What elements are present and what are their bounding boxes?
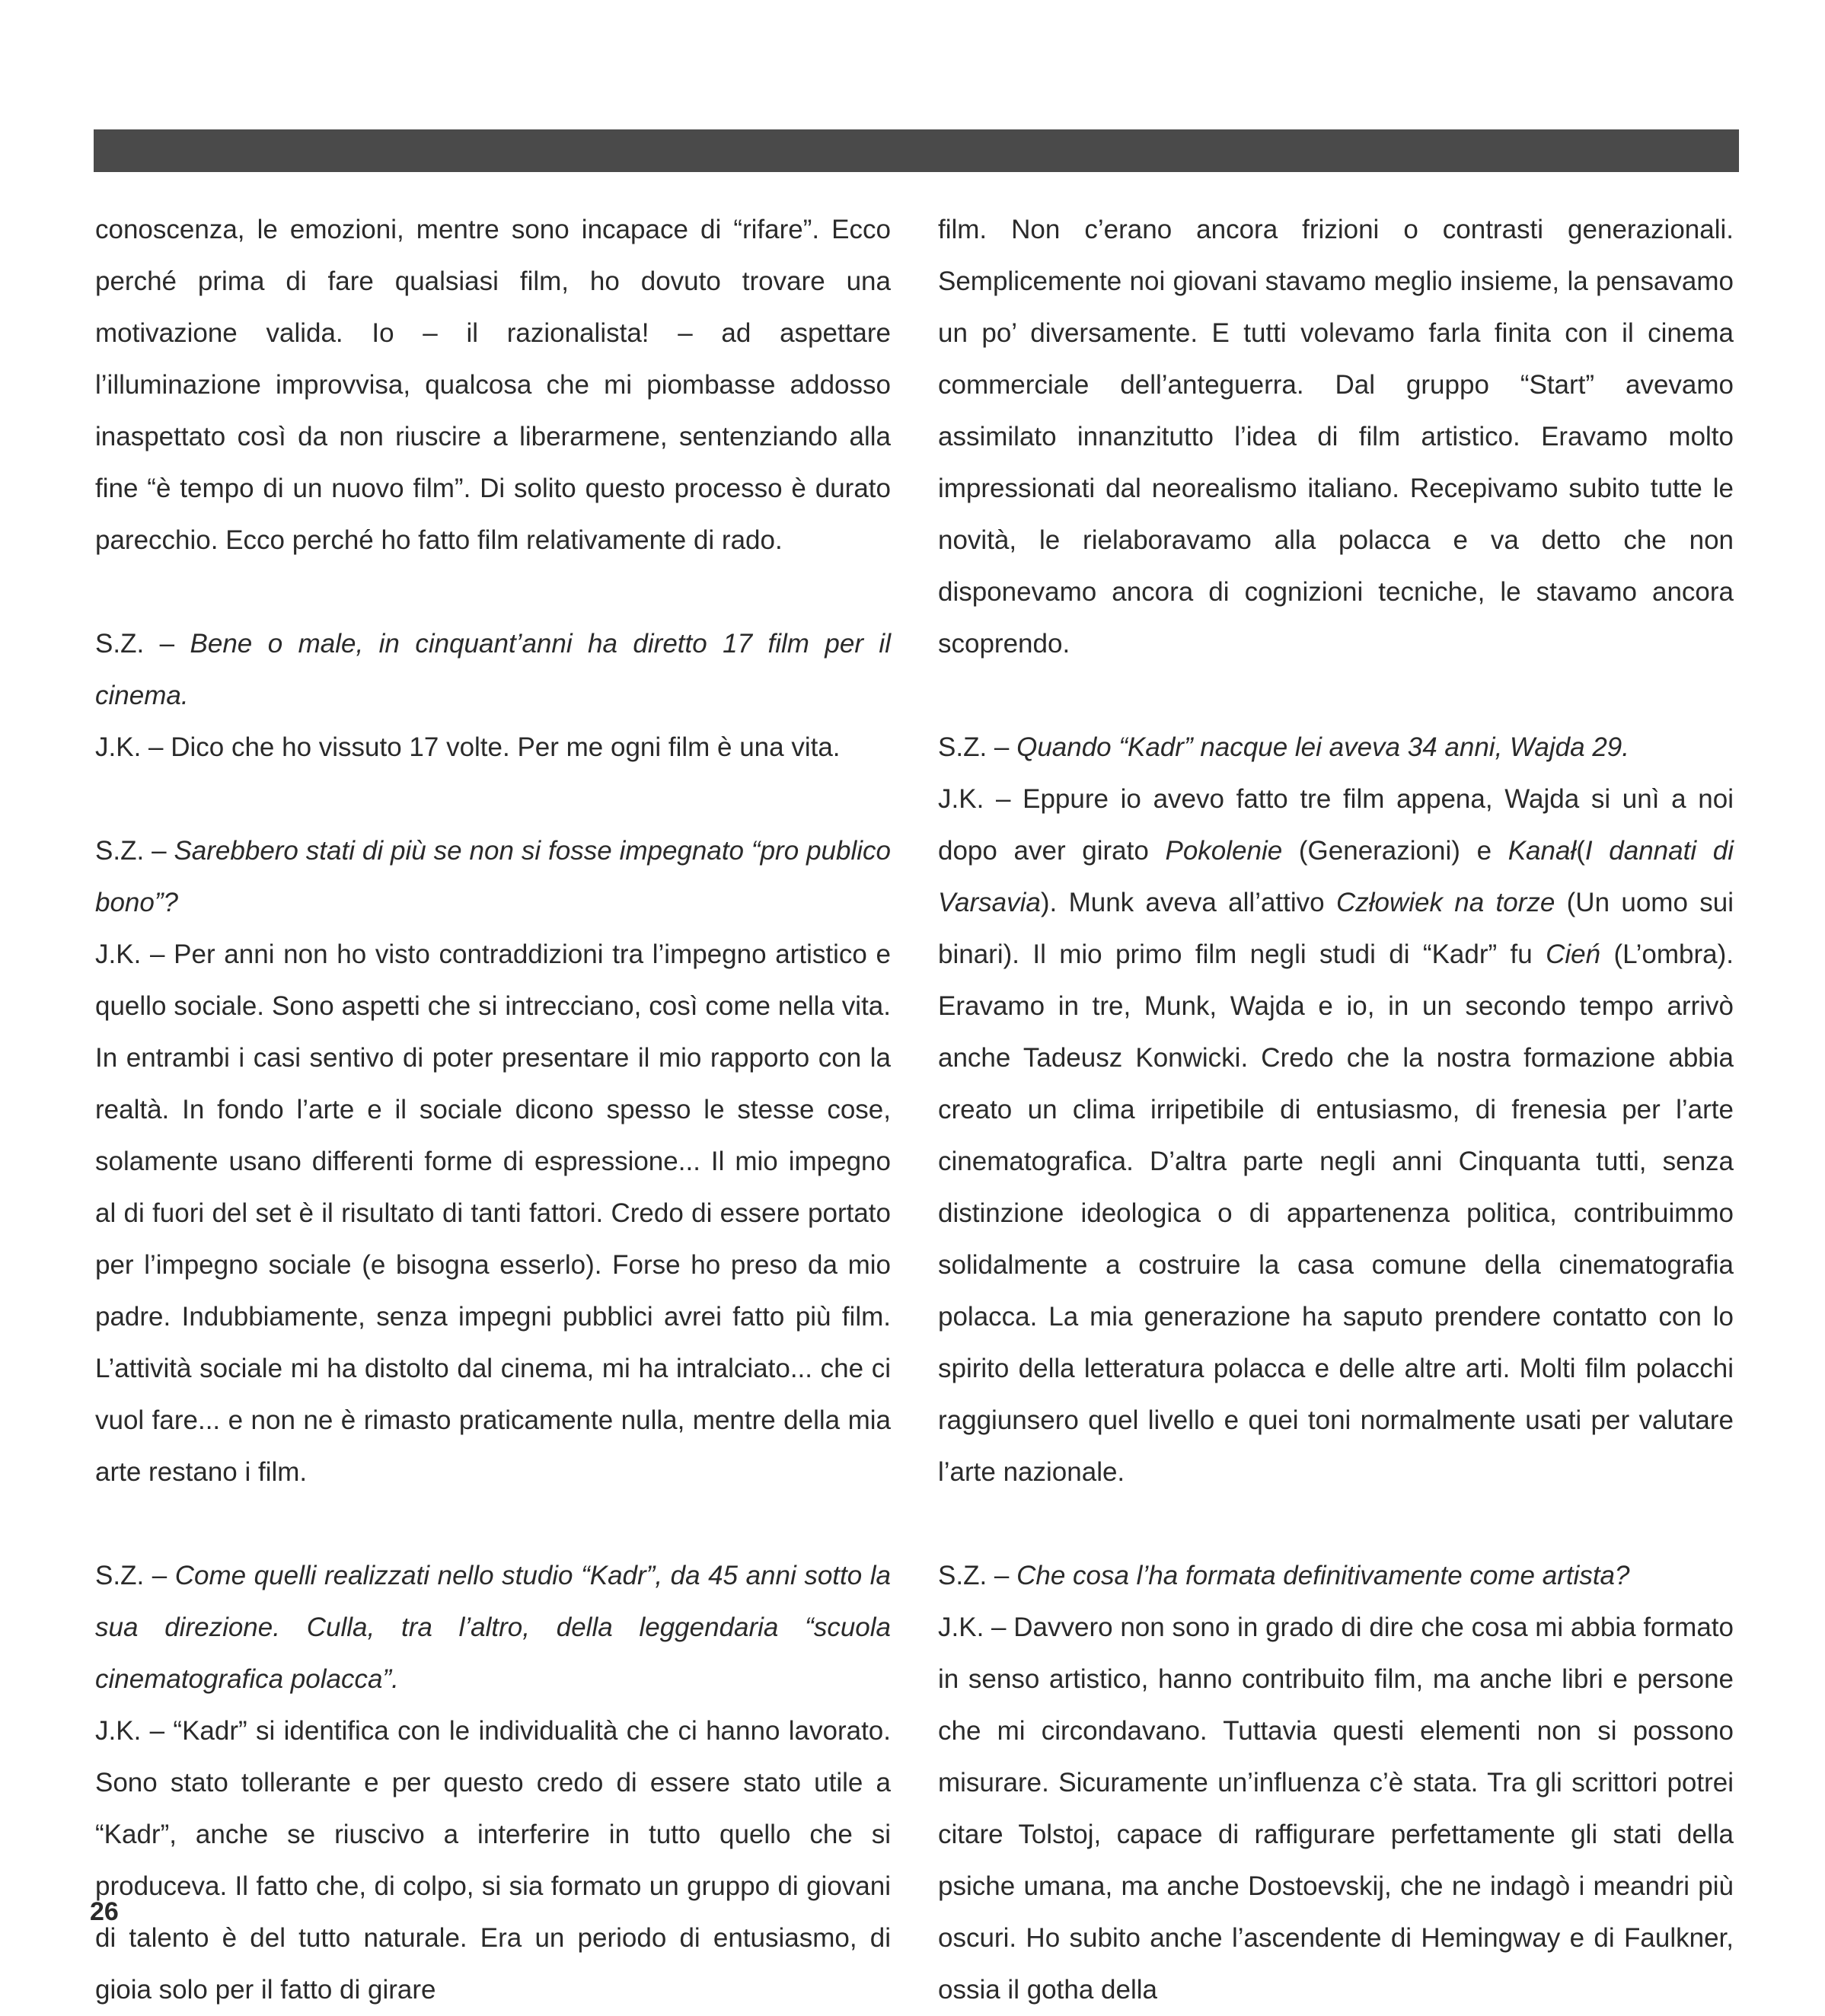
question-text: Che cosa l’ha formata definitivamente come artista? xyxy=(1016,1561,1630,1590)
question-text: Sarebbero stati di più se non si fosse impegnato “pro publico bono”? xyxy=(95,836,891,917)
answer xyxy=(938,774,1734,1498)
question xyxy=(938,722,1734,774)
left-column xyxy=(95,204,891,2016)
question-text: Come quelli realizzati nello studio “Kadr”, da 45 anni sotto la sua direzione. Culla, tra l’altro, della leggendaria “scuola cinematografica polacca”. xyxy=(95,1561,891,1694)
paragraph: film. Non c’erano ancora frizioni o contrasti generazionali. Semplicemente noi giovani stavamo meglio insieme, la pensavamo un po’ diversamente. E tutti volevamo farla finita con il cinema commerciale dell’anteguerra. Dal gruppo “Start” avevamo assimilato innanzitutto l’idea di film artistico. Eravamo molto impressionati dal neorealismo italiano. Recepivamo subito tutte le novità, le rielaboravamo alla polacca e va detto che non disponevamo ancora di cognizioni tecniche, le stavamo ancora scoprendo. xyxy=(938,215,1734,659)
answer-text: ). Munk aveva all’attivo xyxy=(1040,888,1336,917)
film-title: Cień xyxy=(1546,939,1601,969)
question-text: Quando “Kadr” nacque lei aveva 34 anni, Wajda 29. xyxy=(1016,732,1629,762)
answer: J.K. – Dico che ho vissuto 17 volte. Per me ogni film è una vita. xyxy=(95,732,841,762)
speaker-label: S.Z. – xyxy=(95,836,174,866)
answer: J.K. – Per anni non ho visto contraddizioni tra l’impegno artistico e quello sociale. Sono aspetti che si intrecciano, così come nella vita. In entrambi i casi sentivo di poter presentare il mio rapporto con la realtà. In fondo l’arte e il sociale dicono spesso le stesse cose, solamente usano differenti forme di espressione... Il mio impegno al di fuori del set è il risultato di tanti fattori. Credo di essere portato per l’impegno sociale (e bisogna esserlo). Forse ho preso da mio padre. Indubbiamente, senza impegni pubblici avrei fatto più film. L’attività sociale mi ha distolto dal cinema, mi ha intralciato... che ci vuol fare... e non ne è rimasto praticamente nulla, mentre della mia arte restano i film. xyxy=(95,939,891,1487)
page-number: 26 xyxy=(90,1897,119,1926)
answer-text: J.K. – Eppure io avevo fatto tre film appena, Wajda si unì a noi dopo aver girato xyxy=(938,784,1734,866)
speaker-label: S.Z. – xyxy=(938,1561,1017,1590)
speaker-label: S.Z. – xyxy=(938,732,1017,762)
right-column xyxy=(938,204,1734,2016)
speaker-label: S.Z. – xyxy=(95,1561,175,1590)
speaker-label: S.Z. – xyxy=(95,629,190,659)
answer-text: (Un uomo sui binari). Il mio primo film negli studi di “Kadr” fu xyxy=(938,888,1734,969)
film-title: Kanał xyxy=(1508,836,1577,866)
film-title: Człowiek na torze xyxy=(1335,888,1555,917)
answer-text: ( xyxy=(1576,836,1585,866)
answer-text: (Generazioni) e xyxy=(1282,836,1508,866)
answer: J.K. – “Kadr” si identifica con le individualità che ci hanno lavorato. Sono stato tollerante e per questo credo di essere stato utile a “Kadr”, anche se riuscivo a interferire in tutto quello che si produceva. Il fatto che, di colpo, si sia formato un gruppo di giovani di talento è del tutto naturale. Era un periodo di entusiasmo, di gioia solo per il fatto di girare xyxy=(95,1716,891,2005)
answer-text: (L’ombra). Eravamo in tre, Munk, Wajda e io, in un secondo tempo arrivò anche Tadeusz Konwicki. Credo che la nostra formazione abbia creato un clima irripetibile di entusiasmo, di frenesia per l’arte cinematografica. D’altra parte negli anni Cinquanta tutti, senza distinzione ideologica o di appartenenza politica, contribuimmo solidalmente a costruire la casa comune della cinematografia polacca. La mia generazione ha saputo prendere contatto con lo spirito della letteratura polacca e delle altre arti. Molti film polacchi raggiunsero quel livello e quei toni normalmente usati per valutare l’arte nazionale. xyxy=(938,939,1734,1487)
header-bar xyxy=(94,129,1739,172)
film-title: Pokolenie xyxy=(1165,836,1283,866)
answer: J.K. – Davvero non sono in grado di dire che cosa mi abbia formato in senso artistico, hanno contribuito film, ma anche libri e persone che mi circondavano. Tuttavia questi elementi non si possono misurare. Sicuramente un’influenza c’è stata. Tra gli scrittori potrei citare Tolstoj, capace di raffigurare perfettamente gli stati della psiche umana, ma anche Dostoevskij, che ne indagò i meandri più oscuri. Ho subito anche l’ascendente di Hemingway e di Faulkner, ossia il gotha della xyxy=(938,1612,1734,2005)
paragraph: conoscenza, le emozioni, mentre sono incapace di “rifare”. Ecco perché prima di fare qualsiasi film, ho dovuto trovare una motivazione valida. Io – il razionalista! – ad aspettare l’illuminazione improvvisa, qualcosa che mi piombasse addosso inaspettato così da non riuscire a liberarmene, sentenziando alla fine “è tempo di un nuovo film”. Di solito questo processo è durato parecchio. Ecco perché ho fatto film relativamente di rado. xyxy=(95,215,891,555)
question xyxy=(95,825,891,929)
question xyxy=(938,1550,1734,1602)
question xyxy=(95,1550,891,1705)
film-title: I dannati di Varsavia xyxy=(938,836,1734,917)
question-text: Bene o male, in cinquant’anni ha diretto 17 film per il cinema. xyxy=(95,629,891,710)
question xyxy=(95,618,891,722)
